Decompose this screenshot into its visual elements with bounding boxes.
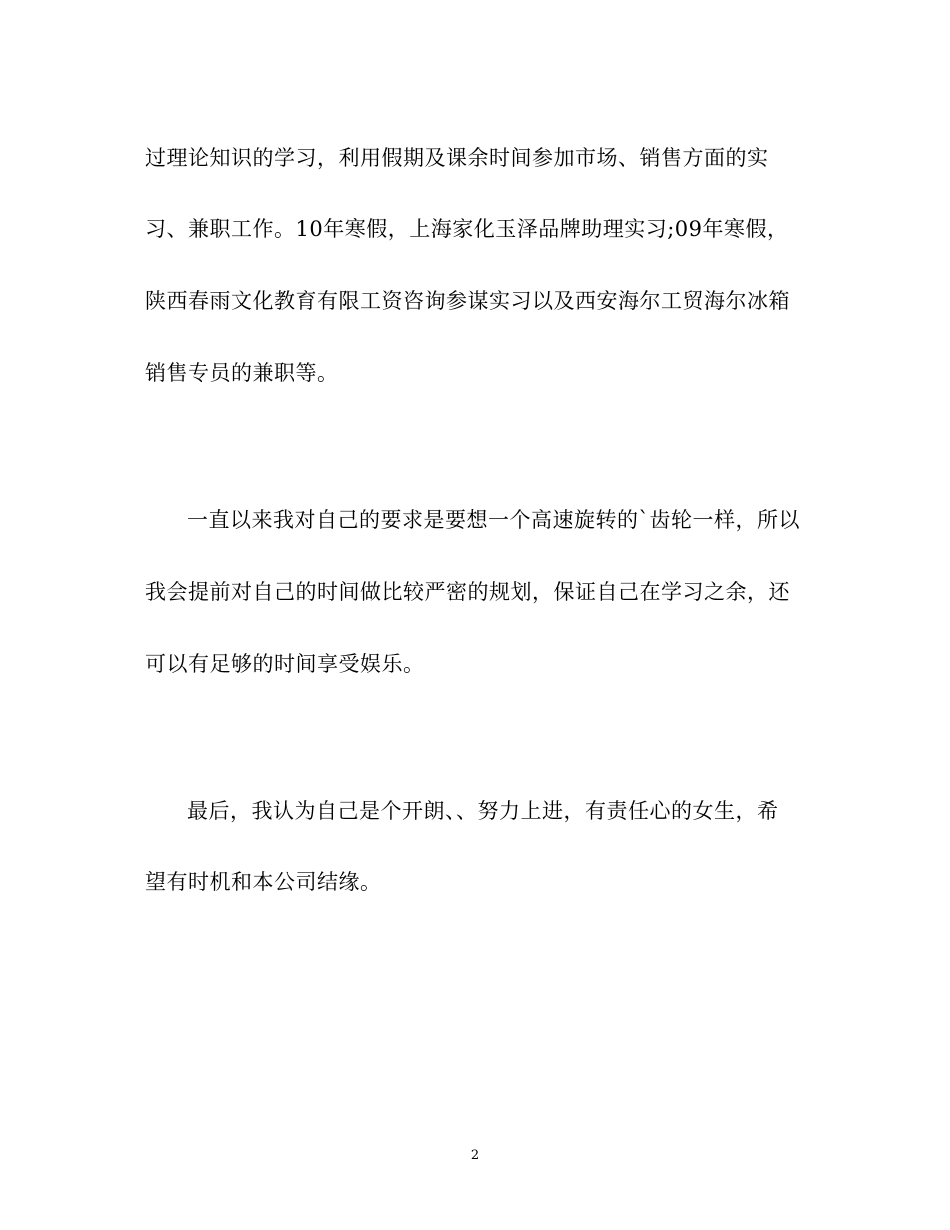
text-line: 可以有足够的时间享受娱乐。 [145,652,425,676]
text-line: 销售专员的兼职等。 [145,361,339,385]
text-line: 望有时机和本公司结缘。 [145,870,382,894]
text-line: 过理论知识的学习，利用假期及课余时间参加市场、销售方面的实 [145,146,769,170]
page-number: 2 [470,1148,480,1163]
text-line: 习、兼职工作。10年寒假，上海家化玉泽品牌助理实习;09年寒假， [145,217,789,241]
text-line: 陕西春雨文化教育有限工资咨询参谋实习以及西安海尔工贸海尔冰箱 [145,289,790,313]
text-line: 最后，我认为自己是个开朗、、努力上进，有责任心的女生，希 [187,799,779,823]
text-line: 我会提前对自己的时间做比较严密的规划，保证自己在学习之余，还 [145,580,790,604]
text-line: 一直以来我对自己的要求是要想一个高速旋转的`齿轮一样，所以 [187,508,800,532]
